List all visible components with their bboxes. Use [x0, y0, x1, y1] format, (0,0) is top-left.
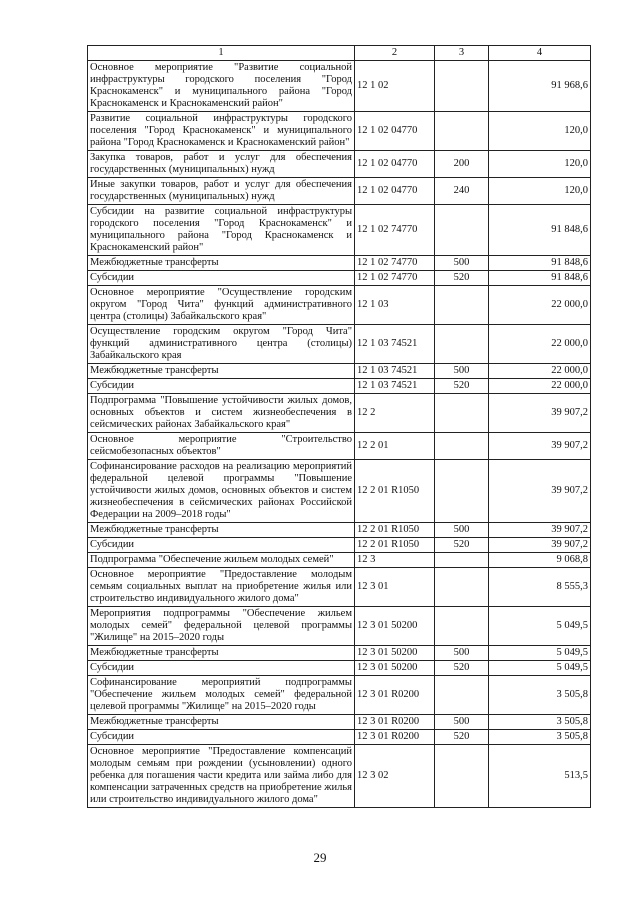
- table-row: [88, 538, 591, 553]
- row-name: Основное мероприятие "Предоставление молодым семьям социальных выплат на приобретение жилья или строительство индивидуального жилого дома": [88, 568, 355, 607]
- row-expense-type: [435, 460, 489, 523]
- table-row: [88, 112, 591, 151]
- row-code: 12 1 02: [355, 61, 435, 112]
- column-header-4: 4: [489, 46, 591, 61]
- row-amount: 120,0: [489, 178, 591, 205]
- row-expense-type: 520: [435, 661, 489, 676]
- row-code: 12 2 01 R1050: [355, 523, 435, 538]
- table-row: [88, 433, 591, 460]
- row-amount: 9 068,8: [489, 553, 591, 568]
- row-name: Межбюджетные трансферты: [88, 364, 355, 379]
- row-name: Основное мероприятие "Предоставление компенсаций молодым семьям при рождении (усыновлении) одного ребенка для погашения части кредита или займа либо для компенсации затраченных средств на приобретение жилья или строительство индивидуального жилого дома": [88, 745, 355, 808]
- row-name: Субсидии: [88, 661, 355, 676]
- row-code: 12 1 02 74770: [355, 271, 435, 286]
- row-expense-type: [435, 205, 489, 256]
- row-name: Межбюджетные трансферты: [88, 523, 355, 538]
- row-code: 12 1 02 74770: [355, 205, 435, 256]
- row-name: Межбюджетные трансферты: [88, 646, 355, 661]
- row-expense-type: 500: [435, 646, 489, 661]
- row-amount: 3 505,8: [489, 676, 591, 715]
- row-code: 12 2 01: [355, 433, 435, 460]
- row-name: Развитие социальной инфраструктуры городского поселения "Город Краснокаменск" и муниципального района "Город Краснокаменск и Краснокаменский район": [88, 112, 355, 151]
- row-expense-type: 520: [435, 538, 489, 553]
- row-amount: 91 968,6: [489, 61, 591, 112]
- table-row: [88, 661, 591, 676]
- row-expense-type: [435, 325, 489, 364]
- row-amount: 3 505,8: [489, 715, 591, 730]
- row-code: 12 3 01 50200: [355, 646, 435, 661]
- row-expense-type: [435, 553, 489, 568]
- row-expense-type: [435, 607, 489, 646]
- row-amount: 5 049,5: [489, 661, 591, 676]
- row-name: Субсидии: [88, 730, 355, 745]
- row-name: Субсидии: [88, 271, 355, 286]
- row-name: Подпрограмма "Повышение устойчивости жилых домов, основных объектов и систем жизнеобеспечения в сейсмических районах Забайкальского края": [88, 394, 355, 433]
- row-expense-type: [435, 112, 489, 151]
- row-amount: 22 000,0: [489, 325, 591, 364]
- row-expense-type: [435, 394, 489, 433]
- page-number: 29: [313, 850, 327, 865]
- row-amount: 39 907,2: [489, 523, 591, 538]
- row-amount: 120,0: [489, 151, 591, 178]
- row-amount: 91 848,6: [489, 256, 591, 271]
- table-row: [88, 460, 591, 523]
- row-code: 12 2: [355, 394, 435, 433]
- column-header-1: 1: [88, 46, 355, 61]
- row-name: Субсидии на развитие социальной инфраструктуры городского поселения "Город Краснокаменск" и муниципального района "Город Краснокаменск и Краснокаменский район": [88, 205, 355, 256]
- table-row: [88, 286, 591, 325]
- row-name: Мероприятия подпрограммы "Обеспечение жильем молодых семей" федеральной целевой программы "Жилище" на 2015–2020 годы: [88, 607, 355, 646]
- row-code: 12 3 01 50200: [355, 607, 435, 646]
- row-expense-type: [435, 568, 489, 607]
- row-expense-type: 200: [435, 151, 489, 178]
- row-amount: 39 907,2: [489, 460, 591, 523]
- row-expense-type: 500: [435, 364, 489, 379]
- table-row: [88, 205, 591, 256]
- row-code: 12 1 03 74521: [355, 325, 435, 364]
- row-expense-type: [435, 676, 489, 715]
- row-code: 12 2 01 R1050: [355, 460, 435, 523]
- table-row: [88, 379, 591, 394]
- row-name: Закупка товаров, работ и услуг для обеспечения государственных (муниципальных) нужд: [88, 151, 355, 178]
- row-code: 12 2 01 R1050: [355, 538, 435, 553]
- table-row: [88, 364, 591, 379]
- row-code: 12 3 01 50200: [355, 661, 435, 676]
- row-expense-type: 500: [435, 523, 489, 538]
- row-code: 12 1 02 74770: [355, 256, 435, 271]
- budget-table: [87, 45, 591, 808]
- row-amount: 91 848,6: [489, 205, 591, 256]
- table-row: [88, 61, 591, 112]
- row-code: 12 3 01 R0200: [355, 676, 435, 715]
- column-header-2: 2: [355, 46, 435, 61]
- row-expense-type: 520: [435, 730, 489, 745]
- table-body: [88, 61, 591, 808]
- table-row: [88, 271, 591, 286]
- table-row: [88, 394, 591, 433]
- row-name: Основное мероприятие "Осуществление городским округом "Город Чита" функций административного центра (столицы) Забайкальского края": [88, 286, 355, 325]
- row-expense-type: 500: [435, 256, 489, 271]
- row-name: Субсидии: [88, 379, 355, 394]
- row-name: Осуществление городским округом "Город Чита" функций административного центра (столицы) Забайкальского края: [88, 325, 355, 364]
- row-amount: 22 000,0: [489, 364, 591, 379]
- row-code: 12 3 02: [355, 745, 435, 808]
- row-name: Основное мероприятие "Развитие социальной инфраструктуры городского поселения "Город Краснокаменск" и муниципального района "Город Краснокаменск и Краснокаменский район": [88, 61, 355, 112]
- row-name: Подпрограмма "Обеспечение жильем молодых семей": [88, 553, 355, 568]
- row-expense-type: [435, 745, 489, 808]
- row-code: 12 3 01: [355, 568, 435, 607]
- table-row: [88, 151, 591, 178]
- row-amount: 5 049,5: [489, 646, 591, 661]
- table-row: [88, 256, 591, 271]
- row-amount: 3 505,8: [489, 730, 591, 745]
- row-code: 12 1 03 74521: [355, 379, 435, 394]
- row-name: Софинансирование мероприятий подпрограммы "Обеспечение жильем молодых семей" федеральной целевой программы "Жилище" на 2015–2020 годы: [88, 676, 355, 715]
- row-name: Межбюджетные трансферты: [88, 256, 355, 271]
- row-code: 12 3: [355, 553, 435, 568]
- table-row: [88, 607, 591, 646]
- row-amount: 22 000,0: [489, 286, 591, 325]
- table-row: [88, 178, 591, 205]
- row-amount: 5 049,5: [489, 607, 591, 646]
- table-row: [88, 715, 591, 730]
- table-row: [88, 676, 591, 715]
- table-row: [88, 745, 591, 808]
- table-row: [88, 646, 591, 661]
- row-expense-type: [435, 61, 489, 112]
- row-code: 12 1 02 04770: [355, 112, 435, 151]
- row-amount: 39 907,2: [489, 394, 591, 433]
- row-name: Основное мероприятие "Строительство сейсмобезопасных объектов": [88, 433, 355, 460]
- row-amount: 91 848,6: [489, 271, 591, 286]
- table-row: [88, 568, 591, 607]
- column-header-3: 3: [435, 46, 489, 61]
- row-amount: 513,5: [489, 745, 591, 808]
- table-row: [88, 553, 591, 568]
- row-name: Субсидии: [88, 538, 355, 553]
- row-amount: 22 000,0: [489, 379, 591, 394]
- row-amount: 39 907,2: [489, 433, 591, 460]
- row-code: 12 1 03 74521: [355, 364, 435, 379]
- row-amount: 120,0: [489, 112, 591, 151]
- row-code: 12 1 02 04770: [355, 151, 435, 178]
- row-amount: 8 555,3: [489, 568, 591, 607]
- row-expense-type: 520: [435, 271, 489, 286]
- table-row: [88, 523, 591, 538]
- row-amount: 39 907,2: [489, 538, 591, 553]
- table-header-row: [88, 46, 591, 61]
- table-row: [88, 730, 591, 745]
- row-code: 12 3 01 R0200: [355, 715, 435, 730]
- row-expense-type: 240: [435, 178, 489, 205]
- table-row: [88, 325, 591, 364]
- row-expense-type: 520: [435, 379, 489, 394]
- row-name: Межбюджетные трансферты: [88, 715, 355, 730]
- row-name: Софинансирование расходов на реализацию мероприятий федеральной целевой программы "Повышение устойчивости жилых домов, основных объектов и систем жизнеобеспечения в сейсмических районах Российской Федерации на 2009–2018 годы": [88, 460, 355, 523]
- row-name: Иные закупки товаров, работ и услуг для обеспечения государственных (муниципальных) нужд: [88, 178, 355, 205]
- row-code: 12 3 01 R0200: [355, 730, 435, 745]
- row-expense-type: 500: [435, 715, 489, 730]
- row-code: 12 1 03: [355, 286, 435, 325]
- row-code: 12 1 02 04770: [355, 178, 435, 205]
- row-expense-type: [435, 433, 489, 460]
- row-expense-type: [435, 286, 489, 325]
